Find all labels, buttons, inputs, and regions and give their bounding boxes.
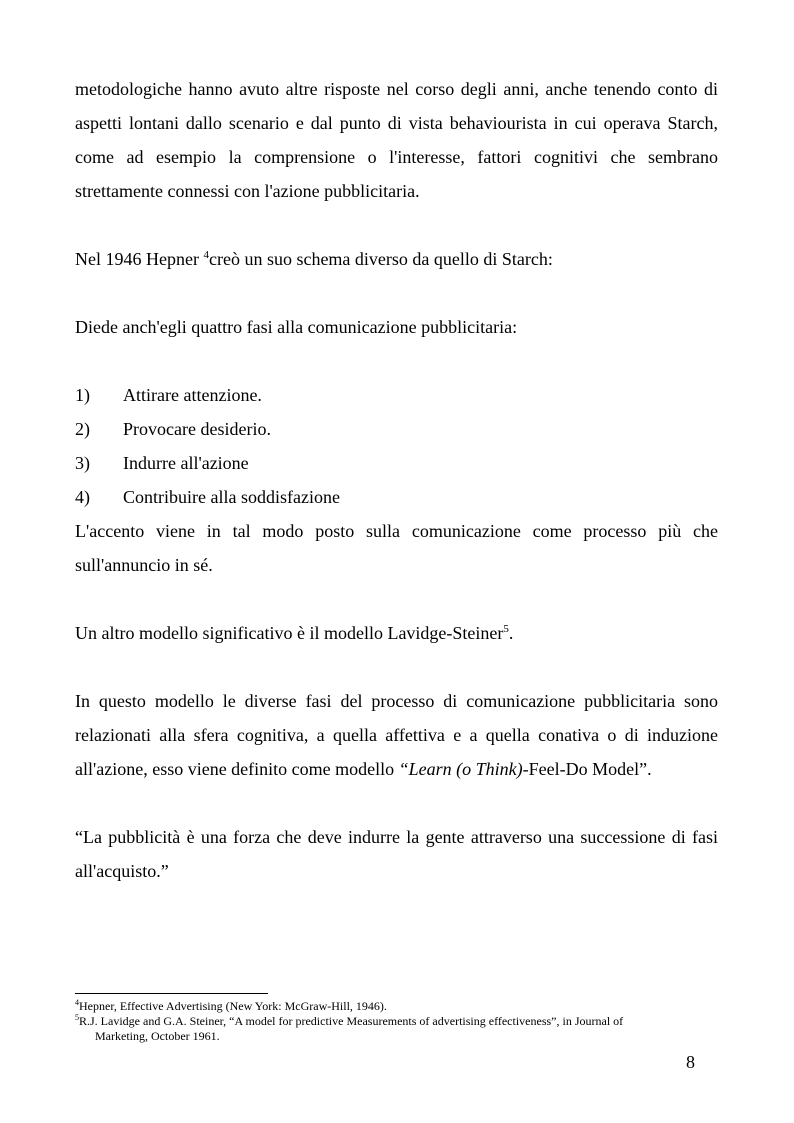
phases-list: [75, 378, 718, 514]
footnote-text: Hepner, Effective Advertising (New York: McGraw-Hill, 1946).: [79, 999, 387, 1013]
paragraph-quote: “La pubblicità è una forza che deve indurre la gente attraverso una successione di fasi all'acquisto.”: [75, 827, 718, 881]
footnotes: [75, 999, 718, 1044]
footnote-number: 4: [75, 998, 79, 1007]
paragraph-lavidge-text: Un altro modello significativo è il modello Lavidge-Steiner: [75, 623, 504, 643]
paragraph-methodology: metodologiche hanno avuto altre risposte nel corso degli anni, anche tenendo conto di aspetti lontani dallo scenario e dal punto di vista behaviourista in cui operava Starch, come ad esempio la comprensione o l'interesse, fattori cognitivi che sembrano strettamente connessi con l'azione pubblicitaria.: [75, 79, 718, 201]
paragraph-hepner: [75, 242, 718, 276]
paragraph-model-text-after: -Feel-Do Model”.: [522, 759, 652, 779]
list-item-number: 2): [75, 419, 90, 439]
list-item-number: 4): [75, 487, 90, 507]
list-item-text: Provocare desiderio.: [123, 419, 271, 439]
paragraph-lavidge-period: .: [508, 623, 514, 643]
footnote-number: 5: [75, 1013, 79, 1022]
list-item-text: Contribuire alla soddisfazione: [123, 487, 340, 507]
footnote-ref-4: 4: [203, 249, 209, 261]
page-body: [75, 72, 718, 888]
page-number: 8: [686, 1052, 695, 1072]
paragraph-hepner-text: Nel 1946 Hepner: [75, 249, 204, 269]
list-item: [75, 412, 718, 446]
paragraph-model-text: In questo modello le diverse fasi del processo di comunicazione pubblicitaria sono relazionati alla sfera cognitiva, a quella affettiva e a quella conativa o di induzione all'azione, esso viene definito come modello: [75, 691, 718, 779]
paragraph-model-emphasis: “Learn (o Think): [398, 759, 523, 779]
list-item: [75, 446, 718, 480]
paragraph-hepner-text-after: creò un suo schema diverso da quello di Starch:: [208, 249, 553, 269]
paragraph-lavidge-steiner: [75, 616, 718, 650]
footnote-text: R.J. Lavidge and G.A. Steiner, “A model for predictive Measurements of advertising effectiveness”, in Journal of: [79, 1014, 624, 1028]
paragraph-model: [75, 684, 718, 786]
list-item-text: Attirare attenzione.: [123, 385, 262, 405]
footnote-ref-5: 5: [503, 623, 509, 635]
list-item-text: Indurre all'azione: [123, 453, 249, 473]
footnote-separator: [75, 993, 268, 994]
list-item: [75, 378, 718, 412]
list-item-number: 3): [75, 453, 90, 473]
footnote-5: [75, 1014, 718, 1044]
paragraph-four-phases: Diede anch'egli quattro fasi alla comunicazione pubblicitaria:: [75, 317, 518, 337]
list-item-number: 1): [75, 385, 90, 405]
footnote-4: [75, 999, 718, 1014]
list-item: [75, 480, 718, 514]
footnote-text-continued: Marketing, October 1961.: [95, 1029, 220, 1043]
paragraph-accent: L'accento viene in tal modo posto sulla comunicazione come processo più che sull'annuncio in sé.: [75, 521, 718, 575]
